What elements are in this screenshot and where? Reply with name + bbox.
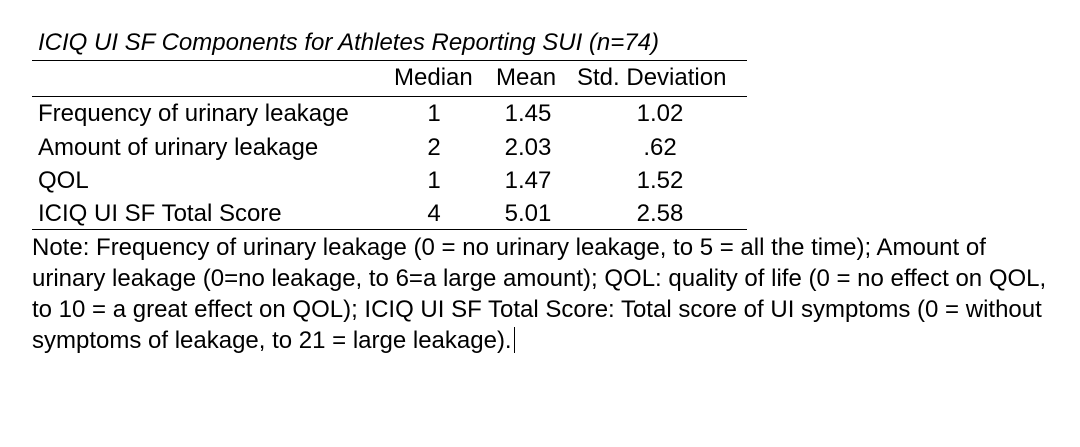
table-top-rule (32, 60, 747, 61)
row-label: Amount of urinary leakage (38, 134, 319, 161)
header-mean: Mean (496, 64, 557, 91)
note-text: Note: Frequency of urinary leakage (0 = no urinary leakage, to 5 = all the time); Amount of urinary leakage (0=no leakage, to 6=a large amount); QOL: quality of life (0 = no effect on QOL, to 10 = a great effect on QOL); ICIQ UI SF Total Score: Total score of UI symptoms (0 = without symptoms of leakage, to 21 = large leakage). (32, 234, 1047, 354)
mean-value: 1.45 (504, 100, 552, 127)
row-label: QOL (38, 167, 89, 194)
mean-value: 1.47 (504, 167, 552, 194)
row-label: Frequency of urinary leakage (38, 100, 349, 127)
table-title: ICIQ UI SF Components for Athletes Reporting SUI (n=74) (38, 29, 659, 56)
table-bottom-rule (32, 229, 747, 230)
std-deviation-value: 2.58 (636, 200, 684, 227)
median-value: 2 (427, 134, 441, 161)
table-note[interactable] (32, 232, 1062, 356)
header-rule (32, 96, 747, 97)
header-std-deviation: Std. Deviation (577, 64, 727, 91)
median-value: 1 (427, 100, 441, 127)
std-deviation-value: .62 (643, 134, 677, 161)
text-cursor (514, 327, 515, 353)
row-label: ICIQ UI SF Total Score (38, 200, 282, 227)
median-value: 1 (427, 167, 441, 194)
median-value: 4 (427, 200, 441, 227)
mean-value: 2.03 (504, 134, 552, 161)
header-median: Median (394, 64, 473, 91)
mean-value: 5.01 (504, 200, 552, 227)
std-deviation-value: 1.52 (636, 167, 684, 194)
std-deviation-value: 1.02 (636, 100, 684, 127)
